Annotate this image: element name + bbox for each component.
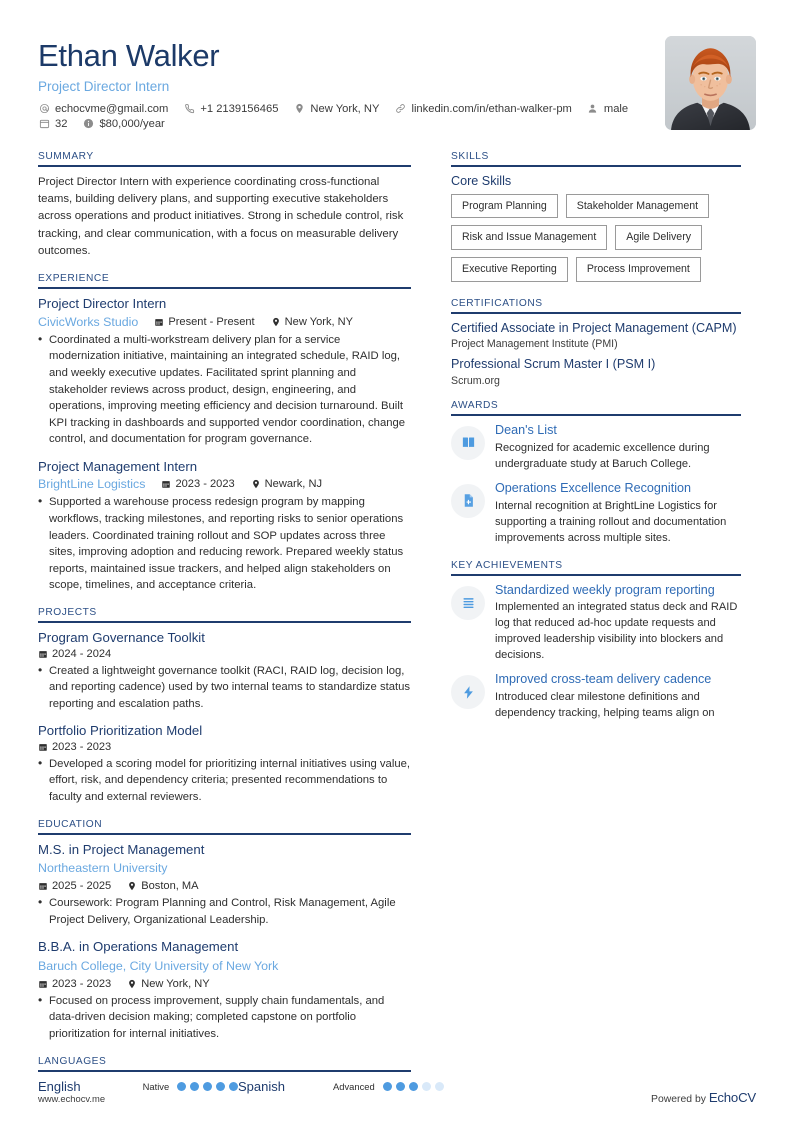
education-entry [38, 842, 411, 929]
right-column [451, 151, 741, 1107]
education-bullets [38, 895, 411, 928]
section-projects [38, 607, 411, 806]
section-title-summary: SUMMARY [38, 150, 94, 162]
education-org: Northeastern University [38, 861, 168, 876]
experience-dates [161, 478, 234, 490]
section-skills [451, 151, 741, 282]
achievement-item [451, 583, 741, 665]
award-body [495, 423, 741, 473]
education-meta [38, 978, 411, 990]
award-item [451, 481, 741, 547]
list-lines-icon [461, 595, 476, 610]
job-headline: Project Director Intern [38, 78, 170, 94]
bullet: • Focused on process improvement, supply chain fundamentals, and data-driven decision making; completed capstone on portfolio prioritization for internal initiatives. [38, 993, 411, 1043]
experience-meta [38, 315, 411, 329]
experience-dates-text: 2023 - 2023 [175, 478, 235, 491]
award-badge [451, 426, 485, 460]
person-icon [587, 103, 599, 115]
experience-entry [38, 296, 411, 448]
section-rule [451, 574, 741, 576]
education-dates [38, 978, 111, 990]
footer-powered-label: Powered by [651, 1094, 706, 1105]
contact-linkedin[interactable] [394, 103, 571, 115]
project-dates-text: 2024 - 2024 [52, 647, 112, 660]
section-title-awards: AWARDS [451, 399, 499, 411]
section-title-experience: EXPERIENCE [38, 273, 110, 285]
contact-row-1 [38, 103, 665, 115]
education-title: B.B.A. in Operations Management [38, 939, 239, 955]
project-meta [38, 741, 411, 753]
achievement-title: Standardized weekly program reporting [495, 582, 715, 597]
achievement-desc: Introduced clear milestone definitions and dependency tracking, helping teams align on [495, 691, 715, 720]
contact-phone[interactable] [183, 103, 278, 115]
skills-group-title: Core Skills [451, 173, 512, 188]
section-rule [451, 414, 741, 416]
language-name: Spanish [238, 1078, 285, 1094]
skill-tag: Process Improvement [576, 257, 701, 282]
section-title-projects: PROJECTS [38, 607, 97, 618]
education-location-text: New York, NY [141, 977, 210, 990]
calendar-icon [38, 881, 48, 891]
section-title-key-achievements: KEY ACHIEVEMENTS [451, 559, 563, 571]
experience-bullets [38, 332, 411, 448]
contact-row-2 [38, 118, 665, 130]
contact-gender [587, 103, 628, 115]
section-rule [38, 1070, 411, 1072]
certification-issuer: Project Management Institute (PMI) [451, 338, 618, 351]
section-languages [38, 1056, 411, 1094]
achievement-body [495, 583, 741, 665]
location-pin-icon [293, 103, 305, 115]
footer-site[interactable]: www.echocv.me [38, 1093, 106, 1104]
calendar-icon [38, 979, 48, 989]
contact-email-text: echocvme@gmail.com [55, 102, 169, 115]
experience-location [251, 478, 322, 490]
calendar-icon [38, 118, 50, 130]
bullet: • Coursework: Program Planning and Control, Risk Management, Agile Project Delivery, Organizational Leadership. [38, 895, 411, 928]
award-desc: Internal recognition at BrightLine Logistics for supporting a training rollout and documentation improvements across multiple sites. [495, 499, 727, 544]
education-bullets [38, 993, 411, 1043]
section-summary [38, 151, 411, 261]
certification-item [451, 321, 741, 351]
lightning-bolt-icon [461, 685, 476, 700]
header-left [38, 32, 665, 133]
skill-tag: Risk and Issue Management [451, 225, 607, 250]
experience-location-text: Newark, NJ [264, 478, 322, 491]
achievement-title: Improved cross-team delivery cadence [495, 672, 712, 687]
page-footer [38, 1090, 756, 1105]
language-level: Native [142, 1080, 170, 1092]
book-icon [461, 435, 476, 450]
award-title: Operations Excellence Recognition [495, 480, 692, 495]
section-rule [451, 165, 741, 167]
contact-salary-text: $80,000/year [99, 117, 165, 130]
language-name: English [38, 1078, 81, 1094]
section-title-skills: SKILLS [451, 150, 489, 162]
education-dates [38, 880, 111, 892]
certification-name: Certified Associate in Project Management (CAPM) [451, 320, 737, 335]
bullet: • Created a lightweight governance toolkit (RACI, RAID log, decision log, and reporting cadence) used by two internal teams to standardize status reporting and escalation paths. [38, 663, 411, 713]
award-title: Dean's List [495, 422, 557, 437]
experience-meta [38, 477, 411, 491]
footer-brand: EchoCV [708, 1090, 756, 1105]
project-bullets [38, 663, 411, 713]
left-column [38, 151, 433, 1107]
section-awards [451, 400, 741, 547]
education-location [127, 880, 198, 892]
experience-location-text: New York, NY [284, 315, 354, 328]
certification-issuer: Scrum.org [451, 374, 500, 387]
phone-icon [183, 103, 195, 115]
project-entry [38, 723, 411, 805]
contact-gender-text: male [603, 102, 629, 115]
experience-title: Project Director Intern [38, 296, 167, 312]
location-pin-icon [251, 479, 261, 489]
project-meta [38, 648, 411, 660]
summary-text: Project Director Intern with experience coordinating cross-functional teams, building delivery plans, and supporting executive stakeholders across operations and product initiatives. Strong in schedule control, risk tracking, and clear communication, with a focus on measurable delivery outcomes. [38, 175, 404, 257]
contact-age [38, 118, 67, 130]
project-bullets [38, 756, 411, 806]
project-dates [38, 648, 111, 660]
education-meta [38, 880, 411, 892]
section-rule [38, 165, 411, 167]
achievement-item [451, 672, 741, 722]
section-title-languages: LANGUAGES [38, 1055, 107, 1067]
skill-tag: Executive Reporting [451, 257, 568, 282]
experience-dates-text: Present - Present [168, 315, 255, 328]
experience-bullets [38, 494, 411, 594]
at-icon [38, 103, 50, 115]
project-dates [38, 741, 111, 753]
skill-tag: Stakeholder Management [566, 194, 709, 219]
achievement-badge [451, 675, 485, 709]
achievement-desc: Implemented an integrated status deck and RAID log that reduced ad-hoc update requests and improved leadership visibility into blockers and decisions. [495, 601, 738, 662]
experience-dates [154, 316, 254, 328]
calendar-icon [154, 317, 164, 327]
experience-location [271, 316, 353, 328]
education-location-text: Boston, MA [141, 880, 199, 893]
section-rule [38, 833, 411, 835]
calendar-icon [161, 479, 171, 489]
language-level: Advanced [332, 1080, 375, 1092]
skills-tag-list [451, 194, 741, 282]
contact-age-text: 32 [55, 117, 68, 130]
experience-org: CivicWorks Studio [38, 314, 139, 329]
link-icon [394, 103, 406, 115]
achievement-body [495, 672, 741, 722]
bullet: • Supported a warehouse process redesign program by mapping workflows, tracking milestones, and reporting risks to senior operations leaders. Coordinated training rollout and SOP updates across three sites, improving adoption and reducing rework. Prepared weekly status reports, maintained issue trackers, and helped align stakeholders on scope, timelines, and acceptance criteria. [38, 494, 411, 594]
contact-location [293, 103, 379, 115]
contact-location-text: New York, NY [310, 102, 380, 115]
experience-title: Project Management Intern [38, 458, 198, 474]
award-body [495, 481, 741, 547]
info-circle-icon [82, 118, 94, 130]
project-entry [38, 630, 411, 712]
project-dates-text: 2023 - 2023 [52, 740, 112, 753]
education-entry [38, 939, 411, 1042]
bullet: • Developed a scoring model for prioritizing internal initiatives using value, effort, risk, and dependency criteria; presented recommendations to faculty and external reviewers. [38, 756, 411, 806]
experience-entry [38, 459, 411, 594]
section-title-education: EDUCATION [38, 818, 103, 830]
education-title: M.S. in Project Management [38, 841, 205, 857]
full-name: Ethan Walker [38, 38, 220, 73]
bullet: • Coordinated a multi-workstream delivery plan for a service modernization initiative, maintaining an integrated schedule, RAID log, and weekly executive updates. Facilitated sprint planning and stakeholder reviews across product, design, engineering, and operations, improving meeting efficiency and decision turnaround. Built KPI tracking in dashboards and supported vendor coordination, change control, and documentation for program governance. [38, 332, 411, 448]
calendar-icon [38, 649, 48, 659]
certification-name: Professional Scrum Master I (PSM I) [451, 357, 656, 372]
section-title-certifications: CERTIFICATIONS [451, 297, 543, 309]
contact-email[interactable] [38, 103, 168, 115]
profile-photo [665, 36, 756, 130]
file-plus-icon [461, 493, 476, 508]
project-title: Program Governance Toolkit [38, 630, 205, 645]
contact-rows [38, 103, 665, 130]
contact-linkedin-text: linkedin.com/in/ethan-walker-pm [411, 102, 572, 115]
footer-powered-by [651, 1090, 756, 1105]
contact-salary [82, 118, 164, 130]
body-columns [38, 151, 756, 1107]
resume-header [38, 32, 756, 133]
education-org: Baruch College, City University of New York [38, 958, 279, 973]
section-experience [38, 273, 411, 594]
award-item [451, 423, 741, 473]
location-pin-icon [271, 317, 281, 327]
section-rule [451, 312, 741, 314]
contact-phone-text: +1 2139156465 [200, 102, 279, 115]
project-title: Portfolio Prioritization Model [38, 723, 203, 739]
education-dates-text: 2023 - 2023 [52, 977, 112, 990]
section-certifications [451, 298, 741, 387]
award-desc: Recognized for academic excellence during undergraduate study at Baruch College. [495, 441, 710, 470]
certification-item [451, 357, 741, 387]
calendar-icon [38, 742, 48, 752]
skill-tag: Agile Delivery [615, 225, 702, 250]
section-rule [38, 287, 411, 289]
section-education [38, 819, 411, 1043]
section-key-achievements [451, 560, 741, 723]
section-rule [38, 621, 411, 623]
award-badge [451, 484, 485, 518]
skill-tag: Program Planning [451, 194, 558, 219]
achievement-badge [451, 586, 485, 620]
experience-org: BrightLine Logistics [38, 477, 146, 492]
education-location [127, 978, 209, 990]
location-pin-icon [127, 979, 137, 989]
location-pin-icon [127, 881, 137, 891]
education-dates-text: 2025 - 2025 [52, 880, 112, 893]
